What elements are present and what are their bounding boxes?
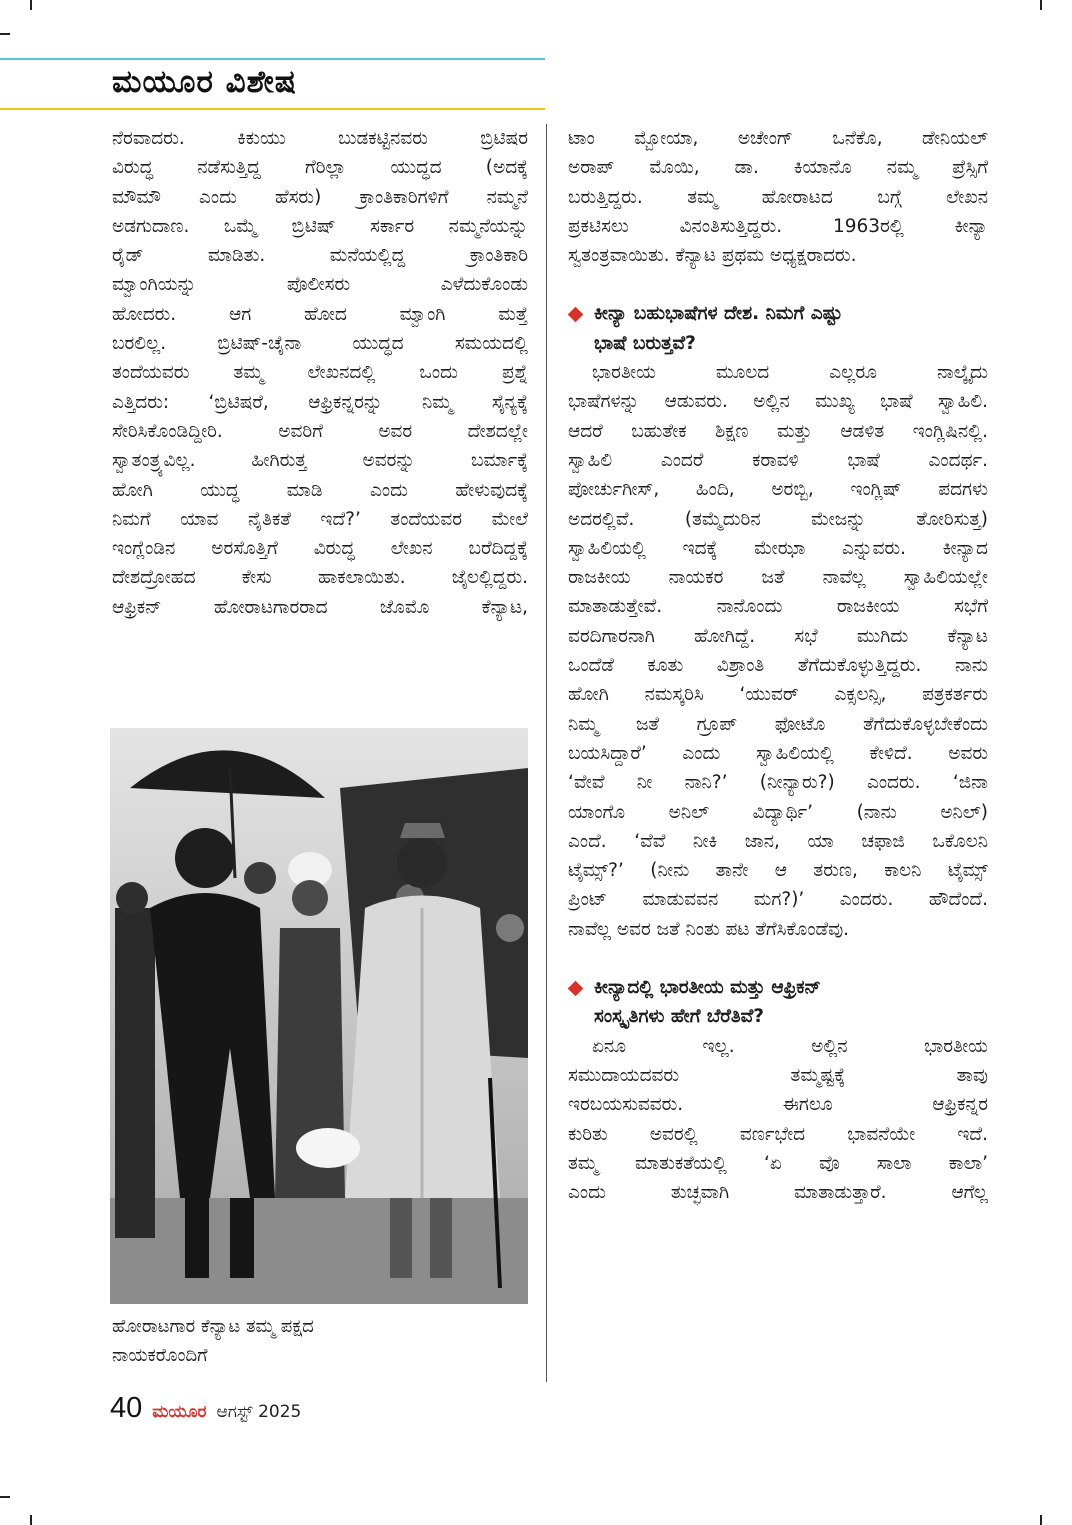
text-line: ಬಯಸಿದ್ದಾರೆ’ ಎಂದು ಸ್ವಾಹಿಲಿಯಲ್ಲಿ ಕೇಳಿದೆ. ಅವರು <box>568 742 988 764</box>
text-line: ನಾವೆಲ್ಲ ಅವರ ಜತೆ ನಿಂತು ಪಟ ತೆಗೆಸಿಕೊಂಡೆವು. <box>568 918 850 940</box>
text-line: ಆಫ್ರಿಕನ್ ಹೋರಾಟಗಾರರಾದ ಜೊಮೊ ಕೆನ್ಯಾಟ, <box>112 596 528 618</box>
text-line: ಮೌಮೌ ಎಂದು ಹೆಸರು) ಕ್ರಾಂತಿಕಾರಿಗಳಿಗೆ ನಮ್ಮನೆ <box>112 186 528 208</box>
text-line: ಕುರಿತು ಅವರಲ್ಲಿ ವರ್ಣಭೇದ ಭಾವನೆಯೇ ಇದೆ. <box>568 1123 988 1145</box>
question-2 <box>568 973 988 1032</box>
text-line: ಮಾತಾಡುತ್ತೇವೆ. ನಾನೊಂದು ರಾಜಕೀಯ ಸಭೆಗೆ <box>568 596 988 618</box>
issue-date: ಆಗಸ್ಟ್ 2025 <box>216 1402 302 1422</box>
text-line: ಅರಾಪ್ ಮೊಯಿ, ಡಾ. ಕಿಯಾನೊ ನಮ್ಮ ಪ್ರೆಸ್ಸಿಗೆ <box>568 157 988 179</box>
text-line: ಏನೂ ಇಲ್ಲ. ಅಲ್ಲಿನ ಭಾರತೀಯ <box>592 1035 988 1057</box>
text-line: ಸಮುದಾಯದವರು ತಮ್ಮಷ್ಟಕ್ಕೆ ತಾವು <box>568 1064 988 1086</box>
question-line: ಕೀನ್ಯಾದಲ್ಲಿ ಭಾರತೀಯ ಮತ್ತು ಆಫ್ರಿಕನ್ <box>594 977 821 999</box>
section-header <box>0 58 545 110</box>
text-line: ವರದಿಗಾರನಾಗಿ ಹೋಗಿದ್ದೆ. ಸಭೆ ಮುಗಿದು ಕೆನ್ಯಾಟ <box>568 625 988 647</box>
text-line: ಸ್ವಾಹಿಲಿಯಲ್ಲಿ ಇದಕ್ಕೆ ಮೇಝಾ ಎನ್ನುವರು. ಕೀನ್ಯಾದ <box>568 537 988 559</box>
text-line: ನಿಮಗೆ ಯಾವ ನೈತಿಕತೆ ಇದೆ?’ ತಂದೆಯವರ ಮೇಲೆ <box>112 508 528 530</box>
text-line: ಸೇರಿಸಿಕೊಂಡಿದ್ದೀರಿ. ಅವರಿಗೆ ಅವರ ದೇಶದಲ್ಲೇ <box>112 420 528 442</box>
text-line: ಬರಲಿಲ್ಲ. ಬ್ರಿಟಿಷ್-ಚೈನಾ ಯುದ್ಧದ ಸಮಯದಲ್ಲಿ <box>112 333 528 355</box>
text-line: ಹೋಗಿ ನಮಸ್ಕರಿಸಿ ‘ಯುವರ್ ಎಕ್ಸಲನ್ಸಿ, ಪತ್ರಕರ್ತರು <box>568 684 988 706</box>
text-line: ‘ವೇವೆ ನೀ ನಾನಿ?’ (ನೀನ್ಯಾರು?) ಎಂದರು. ‘ಜಿನಾ <box>568 772 988 794</box>
red-diamond-icon <box>568 981 584 997</box>
question-line: ಸಂಸ್ಕೃತಿಗಳು ಹೇಗೆ ಬೆರೆತಿವೆ? <box>594 1006 764 1028</box>
question-1 <box>568 299 988 358</box>
crop-mark <box>30 1515 32 1525</box>
text-line: ಪ್ರಿಂಟ್ ಮಾಡುವವನ ಮಗ?)’ ಎಂದರು. ಹೌದೆಂದೆ. <box>568 889 988 911</box>
text-line: ಅದರಲ್ಲಿವೆ. (ತಮ್ಮೆದುರಿನ ಮೇಜನ್ನು ತೋರಿಸುತ್ತ) <box>568 508 988 530</box>
text-line: ದೇಶದ್ರೋಹದ ಕೇಸು ಹಾಕಲಾಯಿತು. ಜೈಲಲ್ಲಿದ್ದರು. <box>112 567 528 589</box>
left-column <box>112 124 528 622</box>
text-line: ತಮ್ಮ ಮಾತುಕತೆಯಲ್ಲಿ ‘ಏ ವೊ ಸಾಲಾ ಕಾಲಾ’ <box>568 1152 988 1174</box>
text-line: ಭಾರತೀಯ ಮೂಲದ ಎಲ್ಲರೂ ನಾಲ್ಕೈದು <box>592 362 988 384</box>
crop-mark <box>0 1496 10 1498</box>
text-line: ಎಂದೆ. ‘ವೆವೆ ನೀಕಿ ಜಾನ, ಯಾ ಚಫಾಜಿ ಒಕೊಲನಿ <box>568 830 988 852</box>
text-line: ತಂದೆಯವರು ತಮ್ಮ ಲೇಖನದಲ್ಲಿ ಒಂದು ಪ್ರಶ್ನೆ <box>112 362 528 384</box>
crop-mark <box>30 0 32 10</box>
text-line: ನಿಮ್ಮ ಜತೆ ಗ್ರೂಪ್ ಫೋಟೊ ತೆಗೆದುಕೊಳ್ಳಬೇಕೆಂದು <box>568 713 988 735</box>
kenyatta-photo <box>110 728 528 1304</box>
text-line: ಟಾಂ ಮ್ಬೋಯಾ, ಅಚೇಂಗ್ ಒನೆಕೊ, ಡೇನಿಯಲ್ <box>568 128 988 149</box>
text-line: ಬರುತ್ತಿದ್ದರು. ತಮ್ಮ ಹೋರಾಟದ ಬಗ್ಗೆ ಲೇಖನ <box>568 186 988 208</box>
crop-mark <box>0 33 10 35</box>
text-line: ಆದರೆ ಬಹುತೇಕ ಶಿಕ್ಷಣ ಮತ್ತು ಆಡಳಿತ ಇಂಗ್ಲಿಷಿನಲ್ಲಿ. <box>568 420 988 442</box>
question-line: ಭಾಷೆ ಬರುತ್ತವೆ? <box>594 332 696 354</box>
red-diamond-icon <box>568 307 584 323</box>
right-column <box>568 124 988 1207</box>
text-line: ರೈಡ್ ಮಾಡಿತು. ಮನೆಯಲ್ಲಿದ್ದ ಕ್ರಾಂತಿಕಾರಿ <box>112 245 528 267</box>
photo-caption <box>112 1312 532 1370</box>
text-line: ಯಾಂಗೊ ಅನಿಲ್ ವಿದ್ಯಾರ್ಥಿ’ (ನಾನು ಅನಿಲ್) <box>568 801 988 823</box>
text-line: ಇರಬಯಸುವವರು. ಈಗಲೂ ಆಫ್ರಿಕನ್ನರ <box>568 1094 988 1116</box>
header-rule-top <box>0 58 545 60</box>
text-line: ಪೋರ್ಚುಗೀಸ್, ಹಿಂದಿ, ಅರಬ್ಬಿ, ಇಂಗ್ಲಿಷ್ ಪದಗಳು <box>568 479 988 501</box>
text-line: ಮ್ವಾಂಗಿಯನ್ನು ಪೊಲೀಸರು ಎಳೆದುಕೊಂಡು <box>112 274 528 296</box>
section-title: ಮಯೂರ ವಿಶೇಷ <box>112 64 297 100</box>
text-line: ಇಂಗ್ಲೆಂಡಿನ ಅರಸೊತ್ತಿಗೆ ವಿರುದ್ಧ ಲೇಖನ ಬರೆದಿದ್ದಕ್ಕೆ <box>112 538 528 560</box>
question-line: ಕೀನ್ಯಾ ಬಹುಭಾಷೆಗಳ ದೇಶ. ನಿಮಗೆ ಎಷ್ಟು <box>594 303 843 325</box>
photo-illustration <box>110 728 528 1304</box>
page-number: 40 <box>110 1392 143 1424</box>
text-line: ಪ್ರಕಟಿಸಲು ವಿನಂತಿಸುತ್ತಿದ್ದರು. 1963ರಲ್ಲಿ ಕೀನ್ಯಾ <box>568 215 988 237</box>
text-line: ಸ್ವಾತಂತ್ರ್ಯವಿಲ್ಲ. ಹೀಗಿರುತ್ತ ಅವರನ್ನು ಬರ್ಮಾಕ್ಕೆ <box>112 450 528 472</box>
text-line: ಹೋಗಿ ಯುದ್ಧ ಮಾಡಿ ಎಂದು ಹೇಳುವುದಕ್ಕೆ <box>112 479 528 501</box>
text-line: ಹೋದರು. ಆಗ ಹೋದ ಮ್ವಾಂಗಿ ಮತ್ತೆ <box>112 303 528 325</box>
header-rule-bottom <box>0 108 545 110</box>
crop-mark <box>1040 0 1042 10</box>
text-line: ಟೈಮ್ಸ್?’ (ನೀನು ತಾನೇ ಆ ತರುಣ, ಕಾಲನಿ ಟೈಮ್ಸ್ <box>568 860 988 882</box>
column-divider <box>546 124 547 1382</box>
text-line: ಸ್ವಾಹಿಲಿ ಎಂದರೆ ಕರಾವಳಿ ಭಾಷೆ ಎಂದರ್ಥ. <box>568 449 988 471</box>
text-line: ಸ್ವತಂತ್ರವಾಯಿತು. ಕೆನ್ಯಾಟ ಪ್ರಥಮ ಅಧ್ಯಕ್ಷರಾದರು. <box>568 245 857 267</box>
text-line: ಎತ್ತಿದರು: ‘ಬ್ರಿಟಿಷರೆ, ಆಫ್ರಿಕನ್ನರನ್ನು ನಿಮ್ಮ ಸೈನ್ಯಕ್ಕೆ <box>112 391 528 413</box>
text-line: ವಿರುದ್ಧ ನಡೆಸುತ್ತಿದ್ದ ಗೆರಿಲ್ಲಾ ಯುದ್ಧದ (ಅದಕ್ಕೆ <box>112 157 528 179</box>
text-line: ಭಾಷೆಗಳನ್ನು ಆಡುವರು. ಅಲ್ಲಿನ ಮುಖ್ಯ ಭಾಷೆ ಸ್ವಾಹಿಲಿ. <box>568 391 988 413</box>
text-line: ಅಡಗುದಾಣ. ಒಮ್ಮೆ ಬ್ರಿಟಿಷ್ ಸರ್ಕಾರ ನಮ್ಮನೆಯನ್ನು <box>112 215 528 237</box>
text-line: ನೆರವಾದರು. ಕಿಕುಯು ಬುಡಕಟ್ಟಿನವರು ಬ್ರಿಟಿಷರ <box>112 128 528 149</box>
text-line: ಎಂದು ತುಚ್ಛವಾಗಿ ಮಾತಾಡುತ್ತಾರೆ. ಆಗೆಲ್ಲ <box>568 1182 988 1204</box>
text-line: ಒಂದೆಡೆ ಕೂತು ವಿಶ್ರಾಂತಿ ತೆಗೆದುಕೊಳ್ಳುತ್ತಿದ್ದರು. ನಾನು <box>568 655 988 677</box>
crop-mark <box>1040 1515 1042 1525</box>
text-line: ರಾಜಕೀಯ ನಾಯಕರ ಜತೆ ನಾವೆಲ್ಲ ಸ್ವಾಹಿಲಿಯಲ್ಲೇ <box>568 567 988 589</box>
caption-line: ನಾಯಕರೊಂದಿಗೆ <box>112 1345 208 1366</box>
caption-line: ಹೋರಾಟಗಾರ ಕೆನ್ಯಾಟ ತಮ್ಮ ಪಕ್ಷದ <box>112 1316 314 1337</box>
magazine-logo: ಮಯೂರ <box>152 1402 207 1422</box>
page-footer <box>110 1392 301 1432</box>
